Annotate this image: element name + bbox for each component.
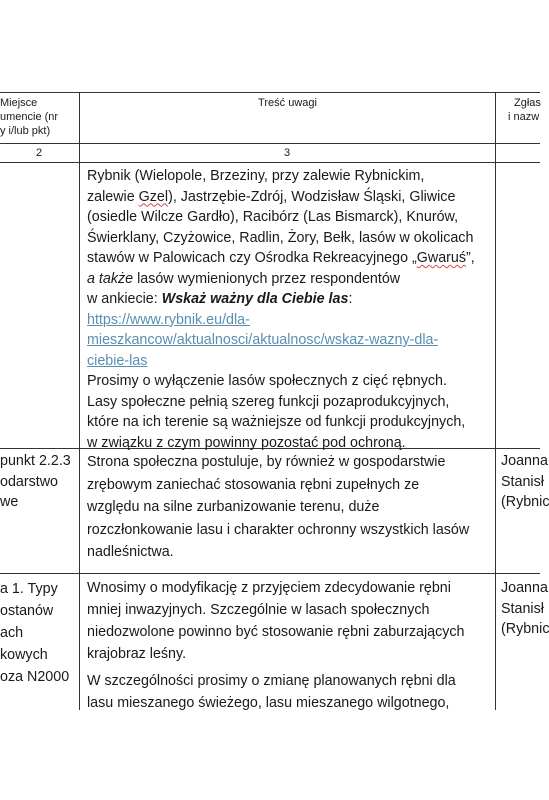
column-number-3: 3 bbox=[284, 147, 291, 159]
content-line: stawów w Palowicach czy Ośrodka Rekreacyjnego „Gwaruś”, bbox=[87, 250, 475, 266]
survey-link[interactable]: mieszkancow/aktualnosci/aktualnosc/wskaz-wazny-dla- bbox=[87, 332, 439, 348]
row2-author bbox=[501, 451, 549, 513]
place-line: punkt 2.2.3 bbox=[0, 453, 71, 469]
column-number-2: 2 bbox=[36, 147, 43, 159]
spellcheck-word: Gzel bbox=[138, 188, 169, 205]
content-line: a także lasów wymienionych przez respondentów bbox=[87, 270, 401, 287]
survey-link[interactable]: https://www.rybnik.eu/dla- bbox=[87, 311, 250, 328]
header-col3-line: i nazw bbox=[508, 111, 540, 123]
content-line: Strona społeczna postuluje, by również w gospodarstwie bbox=[87, 454, 446, 470]
place-line: a 1. Typy bbox=[0, 581, 58, 597]
content-line: względu na silne zurbanizowanie terenu, duże bbox=[87, 499, 380, 515]
content-line: W szczególności prosimy o zmianę planowanych rębni dla bbox=[87, 673, 456, 689]
header-col1 bbox=[0, 96, 79, 138]
place-line: ach bbox=[0, 625, 24, 641]
col-divider-2 bbox=[495, 92, 496, 710]
content-line: Prosimy o wyłączenie lasów społecznych z cięć rębnych. bbox=[87, 373, 447, 389]
content-line: w ankiecie: Wskaż ważny dla Ciebie las: bbox=[87, 291, 353, 307]
header-col2-title: Treść uwagi bbox=[258, 97, 317, 109]
row3-content bbox=[87, 577, 465, 714]
header-col1-line: umencie (nr bbox=[0, 111, 59, 123]
author-line: Stanisł bbox=[501, 600, 544, 617]
place-line: ostanów bbox=[0, 603, 54, 619]
row2-content bbox=[87, 451, 469, 564]
content-line: zalewie Gzel), Jastrzębie-Zdrój, Wodzisław Śląski, Gliwice bbox=[87, 188, 456, 205]
row2-bottom-border bbox=[0, 573, 540, 574]
row2-place bbox=[0, 451, 78, 513]
content-line: Rybnik (Wielopole, Brzeziny, przy zalewie Rybnickim, bbox=[87, 168, 425, 184]
place-line: we bbox=[0, 494, 19, 510]
content-line: zrębowym zaniechać stosowania rębni zupełnych ze bbox=[87, 476, 420, 493]
content-line: lasu mieszanego świeżego, lasu mieszanego wilgotnego, bbox=[87, 695, 450, 711]
author-line: Stanisł bbox=[501, 473, 544, 490]
author-line: (Rybnic bbox=[501, 494, 549, 510]
content-line: Lasy społeczne pełnią szereg funkcji pozaprodukcyjnych, bbox=[87, 393, 450, 410]
content-line: mniej inwazyjnych. Szczególnie w lasach społecznych bbox=[87, 602, 430, 618]
place-line: oza N2000 bbox=[0, 669, 70, 685]
content-line: nadleśnictwa. bbox=[87, 544, 174, 560]
content-line: Wnosimy o modyfikację z przyjęciem zdecydowanie rębni bbox=[87, 580, 451, 596]
row3-author bbox=[501, 578, 549, 640]
content-line: niedozwolone powinno być stosowanie rębni zaburzających bbox=[87, 624, 465, 640]
row1-content bbox=[87, 166, 475, 453]
content-line: (osiedle Wilcze Gardło), Racibórz (Las Bismarck), Knurów, bbox=[87, 209, 459, 225]
row3-place bbox=[0, 578, 78, 688]
survey-title: Wskaż ważny dla Ciebie las bbox=[161, 291, 349, 307]
col-divider-1 bbox=[79, 92, 80, 710]
header-col1-line: Miejsce bbox=[0, 97, 38, 109]
header-col1-line: y i/lub pkt) bbox=[0, 125, 51, 137]
place-line: kowych bbox=[0, 647, 48, 663]
survey-link[interactable]: ciebie-las bbox=[87, 352, 148, 369]
spellcheck-word: Gwaruś bbox=[416, 250, 467, 266]
content-line: Świerklany, Czyżowice, Radlin, Żory, Bełk, lasów w okolicach bbox=[87, 229, 474, 246]
author-line: Joanna bbox=[501, 580, 548, 596]
author-line: (Rybnic bbox=[501, 621, 549, 637]
content-line: w związku z czym powinny pozostać pod ochroną. bbox=[87, 434, 406, 451]
content-line: które na ich terenie są ważniejsze od funkcji produkcyjnych, bbox=[87, 414, 466, 430]
content-line: krajobraz leśny. bbox=[87, 646, 187, 662]
content-line: rozczłonkowanie lasu i charakter ochronny wszystkich lasów bbox=[87, 521, 470, 538]
header-bottom-border bbox=[0, 143, 540, 144]
author-line: Joanna bbox=[501, 453, 548, 469]
colnum-bottom-border bbox=[0, 162, 540, 163]
table-top-border bbox=[0, 92, 540, 93]
place-line: odarstwo bbox=[0, 473, 59, 490]
header-col3-line: Zgłas bbox=[514, 97, 541, 109]
header-col3 bbox=[496, 96, 540, 124]
